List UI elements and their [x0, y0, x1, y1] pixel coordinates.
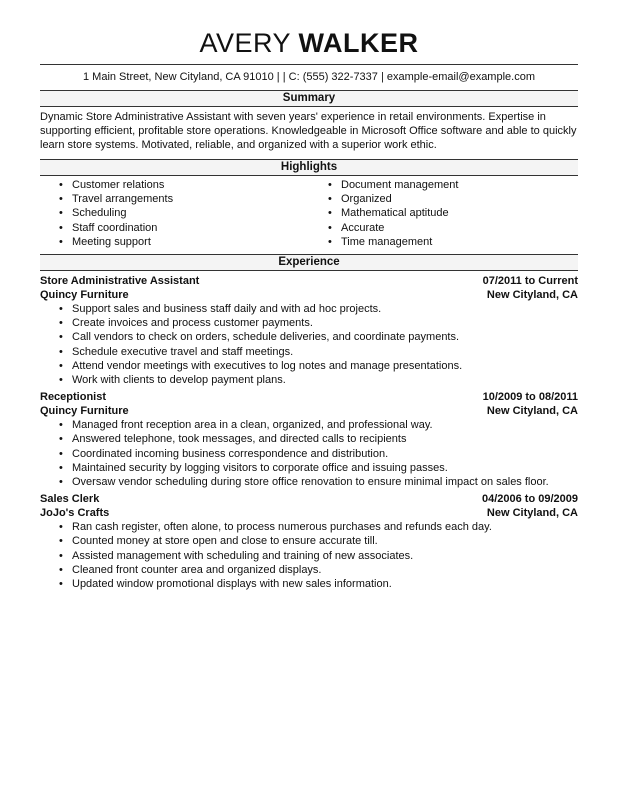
job-dates: 04/2006 to 09/2009: [481, 493, 578, 506]
job-entry: [40, 489, 578, 591]
job-location: New Cityland, CA: [486, 507, 578, 520]
job-duty: • Updated window promotional displays with new sales information.: [72, 577, 578, 591]
highlight-item: • Mathematical aptitude: [341, 206, 578, 220]
job-location: New Cityland, CA: [486, 405, 578, 418]
job-duty: • Managed front reception area in a clean, organized, and professional way.: [72, 418, 578, 432]
job-title-row: [40, 274, 578, 288]
job-duty: • Coordinated incoming business correspondence and distribution.: [72, 447, 578, 461]
first-name: AVERY: [199, 28, 291, 58]
job-duty: • Create invoices and process customer payments.: [72, 316, 578, 330]
job-title: Sales Clerk: [40, 493, 100, 506]
job-duty: • Ran cash register, often alone, to process numerous purchases and refunds each day.: [72, 520, 578, 534]
contact-line: 1 Main Street, New Cityland, CA 91010 | | C: (555) 322-7337 | example-email@example.com: [82, 71, 535, 83]
job-title-row: [40, 492, 578, 506]
highlights-left-column: [40, 178, 309, 249]
job-title-row: [40, 390, 578, 404]
resume-page: [40, 20, 578, 591]
job-dates: 07/2011 to Current: [482, 275, 578, 288]
job-company-row: [40, 506, 578, 520]
highlight-item: • Travel arrangements: [72, 192, 309, 206]
job-duty: • Call vendors to check on orders, schedule deliveries, and coordinate payments.: [72, 330, 578, 344]
job-entry: [40, 387, 578, 489]
highlight-item: • Staff coordination: [72, 221, 309, 235]
highlight-item: • Document management: [341, 178, 578, 192]
highlights-list: [40, 176, 578, 254]
highlight-item: • Customer relations: [72, 178, 309, 192]
job-company: Quincy Furniture: [40, 405, 129, 418]
highlight-item: • Scheduling: [72, 206, 309, 220]
highlight-item: • Meeting support: [72, 235, 309, 249]
job-duty: • Work with clients to develop payment plans.: [72, 373, 578, 387]
summary-text: Dynamic Store Administrative Assistant with seven years' experience in retail environments. Expertise in supporting efficient, profitable store operations. Knowledgeable in Microsoft Office software and able to quickly learn store systems. Motivated, reliable, and organized with a superior work ethic.: [40, 111, 577, 151]
highlight-item: • Accurate: [341, 221, 578, 235]
highlight-item: • Organized: [341, 192, 578, 206]
job-duty: • Support sales and business staff daily and with ad hoc projects.: [72, 302, 578, 316]
job-duty: • Counted money at store open and close to ensure accurate till.: [72, 534, 578, 548]
job-company: Quincy Furniture: [40, 289, 129, 302]
job-duty: • Maintained security by logging visitors to corporate office and issuing passes.: [72, 461, 578, 475]
job-duty: • Answered telephone, took messages, and directed calls to recipients: [72, 432, 578, 446]
last-name: WALKER: [298, 28, 419, 58]
highlights-right-column: [309, 178, 578, 249]
candidate-name: [40, 28, 578, 58]
job-duty: • Attend vendor meetings with executives to log notes and manage presentations.: [72, 359, 578, 373]
experience-heading: Experience: [40, 254, 578, 271]
job-location: New Cityland, CA: [486, 289, 578, 302]
job-duty: • Cleaned front counter area and organized displays.: [72, 563, 578, 577]
job-duties: [40, 418, 578, 489]
job-title: Receptionist: [40, 391, 107, 404]
job-entry: [40, 271, 578, 387]
job-duties: [40, 520, 578, 591]
job-duty: • Oversaw vendor scheduling during store office renovation to ensure minimal impact on sales floor.: [72, 475, 578, 489]
job-duty: • Schedule executive travel and staff meetings.: [72, 345, 578, 359]
job-title: Store Administrative Assistant: [40, 275, 200, 288]
highlight-item: • Time management: [341, 235, 578, 249]
job-dates: 10/2009 to 08/2011: [482, 391, 578, 404]
job-duty: • Assisted management with scheduling and training of new associates.: [72, 549, 578, 563]
job-company-row: [40, 288, 578, 302]
job-duties: [40, 302, 578, 387]
job-company-row: [40, 404, 578, 418]
summary-heading: Summary: [40, 90, 578, 107]
job-company: JoJo's Crafts: [40, 507, 110, 520]
highlights-heading: Highlights: [40, 159, 578, 176]
